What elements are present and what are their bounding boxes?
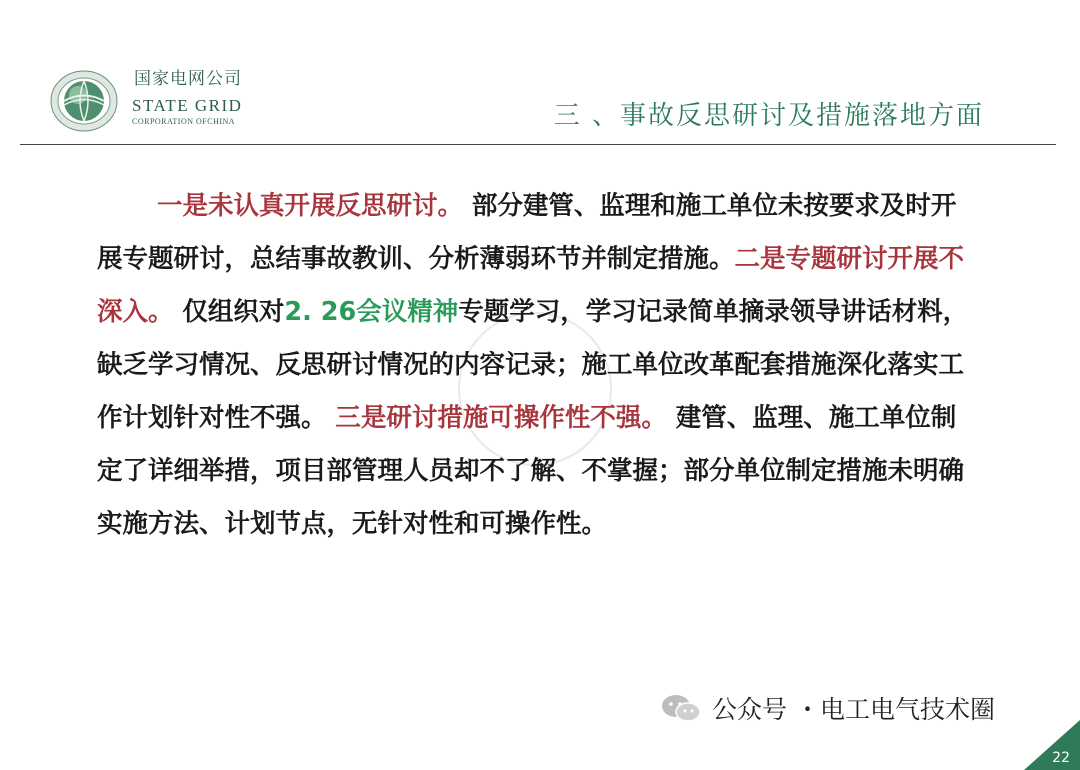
footer-brand-text: 公众号 ・电工电气技术圈	[712, 695, 995, 724]
company-name-cn: 国家电网公司	[134, 69, 242, 89]
section-title: 三 、事故反思研讨及措施落地方面	[553, 101, 984, 131]
page-number: 22	[1052, 750, 1070, 766]
state-grid-logo	[50, 70, 118, 132]
point-one-label: 一是未认真开展反思研讨。	[157, 191, 464, 221]
point-three-label: 三是研讨措施可操作性不强。	[326, 403, 667, 433]
company-name-en-sub: CORPORATION OFCHINA	[132, 117, 236, 126]
point-three-text: 建管、监理、施工单位制定了详细举措，项目部管理人员却不了解、不掌握；部分单位制定措施未明确实施方法、计划节点，无针对性和可操作性。	[97, 403, 965, 539]
footer-brand	[660, 690, 995, 726]
header-divider	[20, 144, 1056, 145]
meeting-highlight: 2. 26会议精神	[284, 297, 459, 327]
company-name-en: STATE GRID	[132, 96, 243, 115]
point-two-text-b: 专题学习，学习记录简单摘录领导讲话材料，缺乏学习情况、反思研讨情况的内容记录；施工单位改革配套措施深化落实工作计划针对性不强。	[97, 297, 969, 433]
wechat-icon	[660, 693, 702, 723]
point-two-text-a: 仅组织对	[173, 297, 285, 327]
body-paragraph	[97, 180, 977, 551]
point-one-text: 部分建管、监理和施工单位未按要求及时开展专题研讨，总结事故教训、分析薄弱环节并制定措施。	[97, 191, 957, 274]
point-two-label: 二是专题研讨开展不深入。	[97, 244, 965, 327]
